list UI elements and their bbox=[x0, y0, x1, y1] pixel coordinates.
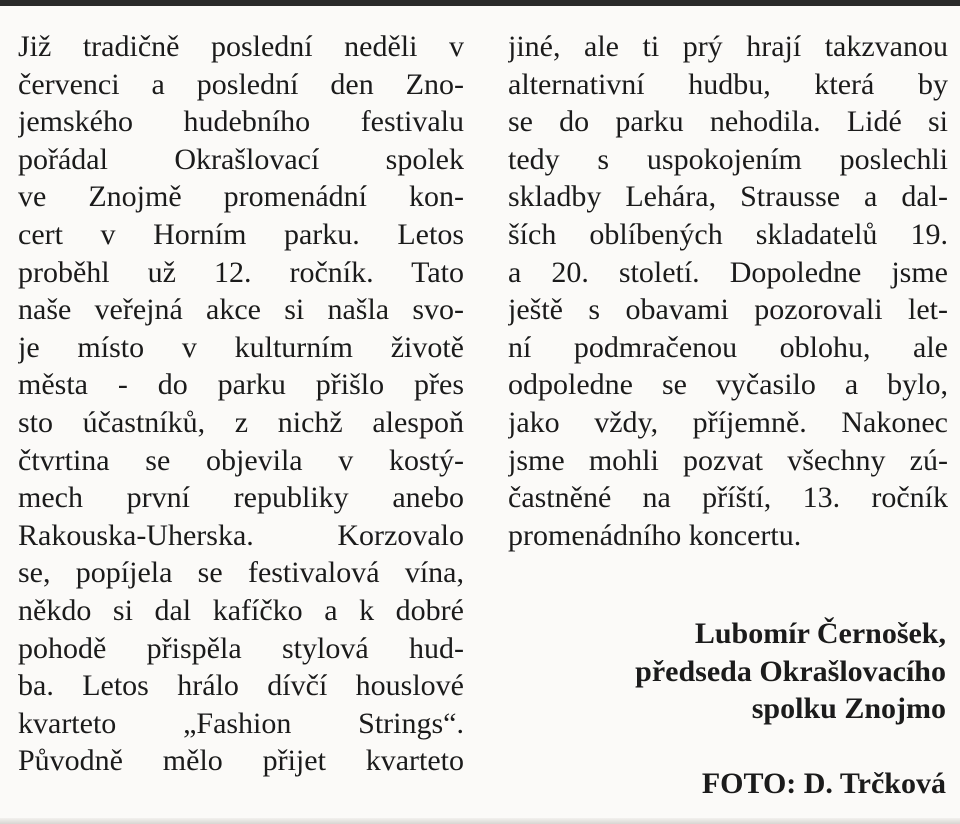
article-column-left bbox=[18, 28, 464, 780]
text-line: jiné, ale ti prý hrají takzvanou bbox=[508, 30, 948, 63]
text-line: někdo si dal kafíčko a k dobré bbox=[18, 593, 464, 627]
text-line: Již tradičně poslední neděli v bbox=[18, 30, 464, 63]
text-line: Rakouska-Uherska. Korzovalo bbox=[18, 518, 464, 552]
page-bottom-edge bbox=[0, 818, 960, 824]
text-line: ba. Letos hrálo dívčí houslové bbox=[18, 669, 464, 703]
text-line: červenci a poslední den Zno- bbox=[18, 67, 464, 101]
author-signature bbox=[506, 615, 946, 728]
text-line: jako vždy, příjemně. Nakonec bbox=[508, 405, 948, 439]
text-line: ještě s obavami pozorovali let- bbox=[508, 293, 948, 327]
text-line: je místo v kulturním životě bbox=[18, 330, 464, 364]
author-organization: spolku Znojmo bbox=[751, 692, 946, 726]
text-line: města - do parku přišlo přes bbox=[18, 368, 464, 402]
text-line: častněné na příští, 13. ročník bbox=[508, 481, 948, 515]
article-column-right bbox=[508, 28, 948, 554]
text-line: ve Znojmě promenádní kon- bbox=[18, 180, 464, 214]
text-line: cert v Horním parku. Letos bbox=[18, 217, 464, 251]
text-line: jemského hudebního festivalu bbox=[18, 105, 464, 139]
text-line: čtvrtina se objevila v kostý- bbox=[18, 443, 464, 477]
text-line: Původně mělo přijet kvarteto bbox=[18, 744, 464, 778]
text-line: a 20. století. Dopoledne jsme bbox=[508, 255, 948, 289]
text-line: naše veřejná akce si našla svo- bbox=[18, 293, 464, 327]
text-line: mech první republiky anebo bbox=[18, 481, 464, 515]
text-line: promenádního koncertu. bbox=[508, 518, 802, 552]
text-line: tedy s uspokojením poslechli bbox=[508, 142, 948, 176]
text-line: sto účastníků, z nichž alespoň bbox=[18, 405, 464, 439]
text-line: jsme mohli pozvat všechny zú- bbox=[508, 443, 948, 477]
text-line: se do parku nehodila. Lidé si bbox=[508, 105, 948, 139]
text-line: ších oblíbených skladatelů 19. bbox=[508, 217, 948, 251]
text-line: proběhl už 12. ročník. Tato bbox=[18, 255, 464, 289]
text-line: skladby Lehára, Strausse a dal- bbox=[508, 180, 948, 214]
author-name: Lubomír Černošek, bbox=[694, 617, 946, 650]
text-line: odpoledne se vyčasilo a bylo, bbox=[508, 368, 948, 402]
text-line: pořádal Okrašlovací spolek bbox=[18, 142, 464, 176]
text-line: alternativní hudbu, která by bbox=[508, 67, 948, 101]
text-line: ní podmračenou oblohu, ale bbox=[508, 330, 948, 364]
author-role: předseda Okrašlovacího bbox=[635, 654, 946, 688]
page-top-rule bbox=[0, 0, 960, 6]
text-line: kvarteto „Fashion Strings“. bbox=[18, 706, 464, 740]
photo-credit: FOTO: D. Trčková bbox=[701, 767, 946, 800]
text-line: pohodě přispěla stylová hud- bbox=[18, 631, 464, 665]
text-line: se, popíjela se festivalová vína, bbox=[18, 556, 464, 590]
